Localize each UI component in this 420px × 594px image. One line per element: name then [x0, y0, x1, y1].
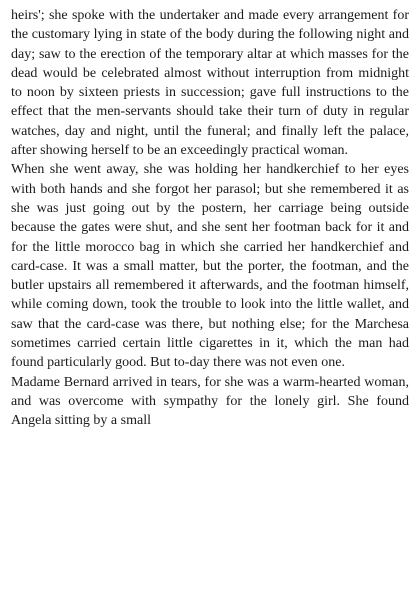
paragraph: heirs'; she spoke with the undertaker and made every arrangement for the customary lying in state of the body during the following night and day; saw to the erection of the temporary altar at which masses for the dead would be celebrated almost without interruption from midnight to noon by sixteen priests in succession; gave full instructions to the effect that the men-servants should take their turn of duty in regular watches, day and night, until the funeral; and finally left the palace, after showing herself to be an exceedingly practical woman. [11, 8, 409, 159]
paragraph: Madame Bernard arrived in tears, for she was a warm-hearted woman, and was overcome with sympathy for the lonely girl. She found Angela sitting by a small [11, 374, 409, 429]
page-text [11, 6, 409, 431]
paragraph: When she went away, she was holding her handkerchief to her eyes with both hands and she forgot her parasol; but she remembered it as she was just going out by the postern, her carriage being outside because the gates were shut, and she sent her footman back for it and for the little morocco bag in which she carried her handkerchief and card-case. It was a small matter, but the porter, the footman, and the butler upstairs all remembered it afterwards, and the footman himself, while coming down, took the trouble to look into the little wallet, and saw that the card-case was there, but nothing else; for the Marchesa sometimes carried certain little cigarettes in it, which the man had found particularly good. But to-day there was not even one. [11, 162, 409, 371]
